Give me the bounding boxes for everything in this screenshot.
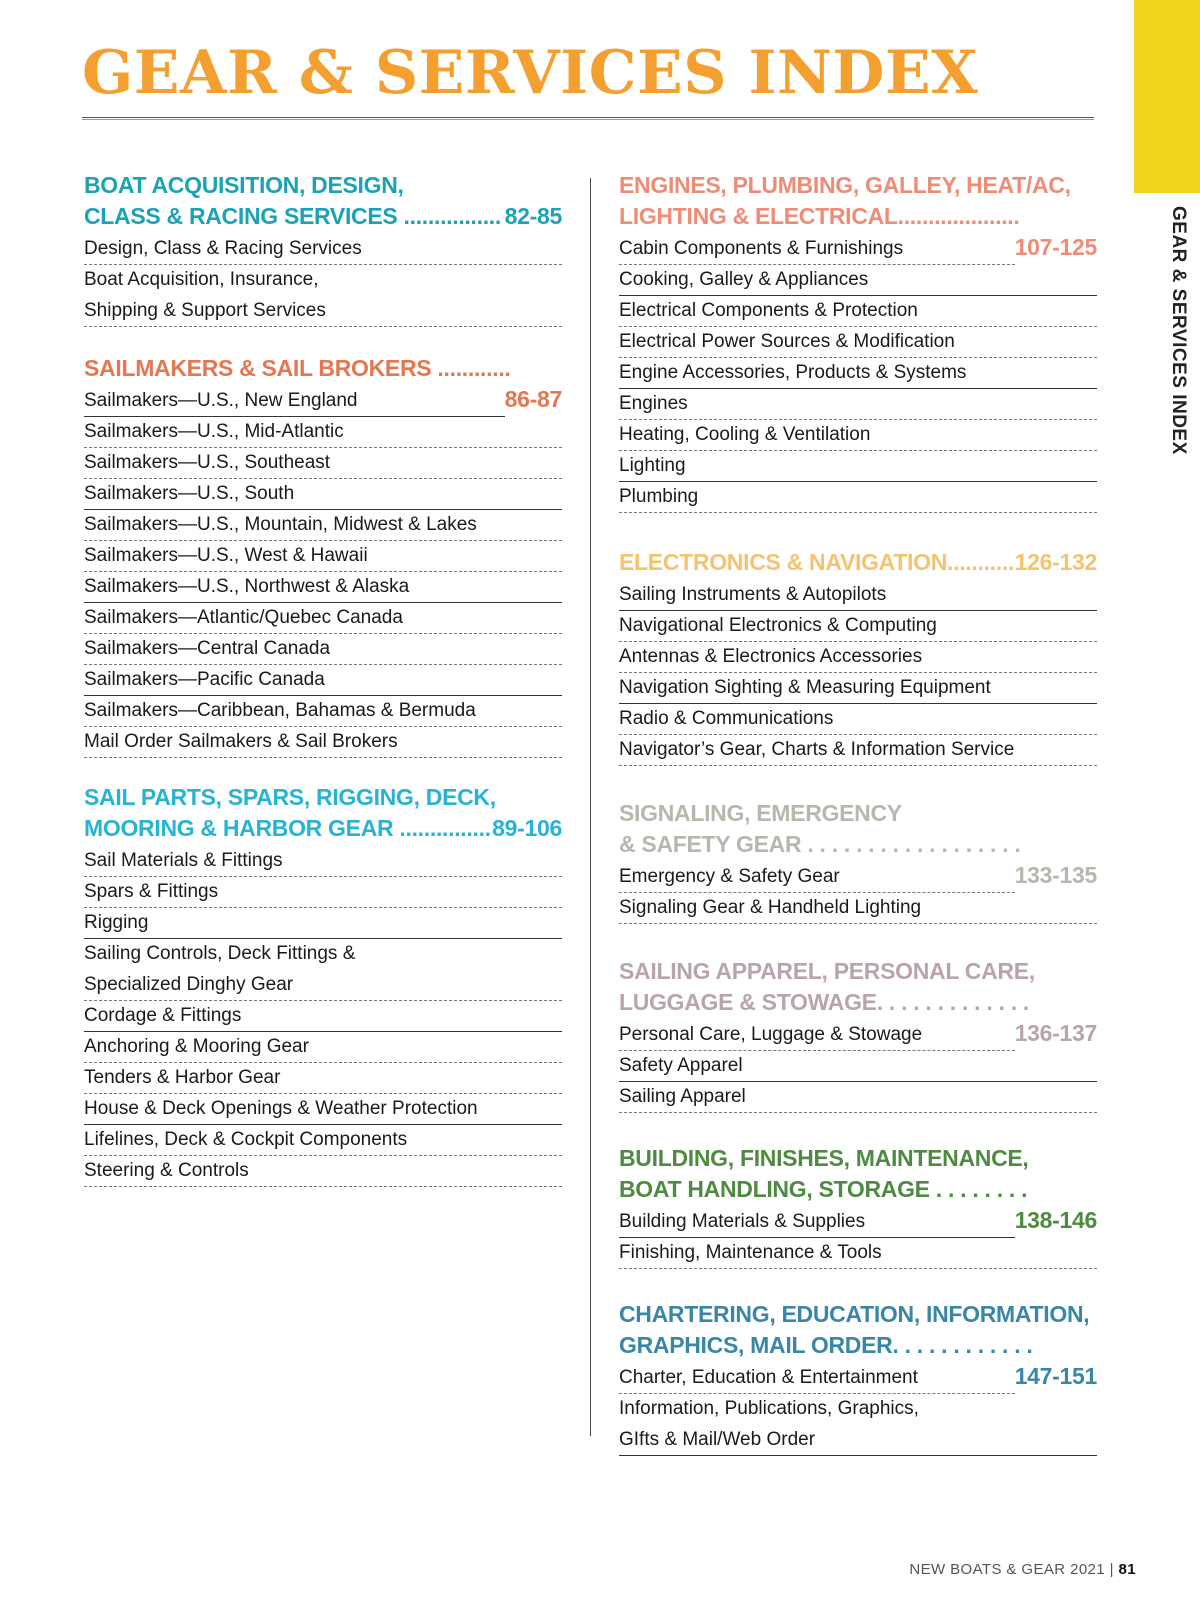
section-heading-text: ELECTRONICS & NAVIGATION........... (619, 549, 1014, 575)
index-entry[interactable]: Emergency & Safety Gear (619, 862, 1015, 893)
index-entry[interactable]: Charter, Education & Entertainment (619, 1363, 1015, 1394)
index-section (619, 956, 1097, 1113)
index-entry[interactable]: Information, Publications, Graphics, (619, 1398, 919, 1419)
section-heading-text: SAILMAKERS & SAIL BROKERS ............ (84, 355, 511, 381)
publication-name: NEW BOATS & GEAR 2021 (909, 1561, 1106, 1578)
index-entry[interactable]: Sailmakers—U.S., Northwest & Alaska (84, 572, 562, 603)
index-entry[interactable]: Sailing Controls, Deck Fittings & (84, 943, 356, 964)
section-heading (84, 170, 562, 232)
index-entry[interactable]: Sailing Instruments & Autopilots (619, 580, 1097, 611)
title-rule (82, 117, 1094, 120)
section-page-range: 126-132 (1014, 549, 1097, 575)
index-entry[interactable]: Sailmakers—U.S., Southeast (84, 448, 562, 479)
section-heading-line (84, 782, 562, 813)
index-entry[interactable]: Design, Class & Racing Services (84, 234, 562, 265)
index-entry[interactable]: Electrical Components & Protection (619, 296, 1097, 327)
index-entry[interactable]: Lifelines, Deck & Cockpit Components (84, 1125, 562, 1156)
index-entry[interactable]: Heating, Cooling & Ventilation (619, 420, 1097, 451)
index-entry[interactable]: Radio & Communications (619, 704, 1097, 735)
index-entry[interactable]: Electrical Power Sources & Modification (619, 327, 1097, 358)
index-entry[interactable]: Plumbing (619, 482, 1097, 513)
section-page-range: 89-106 (492, 815, 562, 841)
right-column (619, 170, 1097, 1456)
index-entry[interactable]: House & Deck Openings & Weather Protection (84, 1094, 562, 1125)
section-heading-line (619, 170, 1097, 201)
index-entry[interactable]: Mail Order Sailmakers & Sail Brokers (84, 727, 562, 758)
index-entry[interactable]: Tenders & Harbor Gear (84, 1063, 562, 1094)
section-heading-text: SAIL PARTS, SPARS, RIGGING, DECK, (84, 784, 496, 810)
section-page-range: 138-146 (1014, 1207, 1097, 1233)
index-entry[interactable]: Spars & Fittings (84, 877, 562, 908)
index-entry[interactable]: Sailmakers—U.S., South (84, 479, 562, 510)
index-entry[interactable]: Sailmakers—Atlantic/Quebec Canada (84, 603, 562, 634)
index-section (84, 353, 562, 758)
section-heading-text: SIGNALING, EMERGENCY (619, 800, 902, 826)
section-page-range: 147-151 (1014, 1363, 1097, 1389)
index-entry[interactable]: Engines (619, 389, 1097, 420)
left-column (84, 170, 562, 1187)
index-entry[interactable]: Engine Accessories, Products & Systems (619, 358, 1097, 389)
index-section (84, 782, 562, 1187)
index-entry[interactable]: Specialized Dinghy Gear (84, 970, 562, 1001)
index-entry[interactable]: Lighting (619, 451, 1097, 482)
section-heading-text: ENGINES, PLUMBING, GALLEY, HEAT/AC, (619, 172, 1071, 198)
index-entry[interactable]: Shipping & Support Services (84, 296, 562, 327)
index-section (619, 547, 1097, 766)
index-entry[interactable]: GIfts & Mail/Web Order (619, 1425, 1097, 1456)
footer-separator: | (1109, 1561, 1114, 1578)
section-page-range: 86-87 (504, 386, 562, 412)
index-entry[interactable]: Rigging (84, 908, 562, 939)
section-heading (84, 782, 562, 844)
index-entry[interactable]: Finishing, Maintenance & Tools (619, 1238, 1097, 1269)
index-entry[interactable]: Sailing Apparel (619, 1082, 1097, 1113)
section-heading-text: CHARTERING, EDUCATION, INFORMATION, (619, 1301, 1090, 1327)
index-section (619, 170, 1097, 513)
section-tab (1134, 0, 1200, 193)
index-entry[interactable]: Cooking, Galley & Appliances (619, 265, 1097, 296)
index-entry[interactable]: Signaling Gear & Handheld Lighting (619, 893, 1097, 924)
section-heading-line (619, 956, 1097, 987)
index-entry[interactable]: Anchoring & Mooring Gear (84, 1032, 562, 1063)
index-entry[interactable]: Personal Care, Luggage & Stowage (619, 1020, 1015, 1051)
column-divider (590, 178, 591, 1436)
index-entry[interactable]: Sailmakers—U.S., New England (84, 386, 505, 417)
index-entry[interactable]: Navigational Electronics & Computing (619, 611, 1097, 642)
section-heading-line (619, 547, 1097, 578)
index-entry[interactable]: Safety Apparel (619, 1051, 1097, 1082)
index-section (619, 1143, 1097, 1269)
section-heading-line (84, 170, 562, 201)
section-heading (619, 547, 1097, 578)
index-section (84, 170, 562, 327)
section-page-range: 136-137 (1014, 1020, 1097, 1046)
section-heading-line (619, 1143, 1097, 1174)
section-heading-line (619, 1299, 1097, 1330)
section-heading (619, 956, 1097, 1046)
section-heading-line (84, 813, 562, 844)
index-entry[interactable]: Navigation Sighting & Measuring Equipment (619, 673, 1097, 704)
section-heading-line (84, 201, 562, 232)
section-page-range: 82-85 (504, 203, 562, 229)
index-entry[interactable]: Sailmakers—Caribbean, Bahamas & Bermuda (84, 696, 562, 727)
index-entry[interactable]: Cabin Components & Furnishings (619, 234, 1015, 265)
index-entry[interactable]: Sailmakers—Central Canada (84, 634, 562, 665)
side-section-label: GEAR & SERVICES INDEX (1168, 206, 1189, 455)
section-heading-text: LUGGAGE & STOWAGE. . . . . . . . . . . . . (619, 989, 1029, 1015)
index-entry[interactable]: Sailmakers—U.S., West & Hawaii (84, 541, 562, 572)
index-entry[interactable]: Building Materials & Supplies (619, 1207, 1015, 1238)
index-section (619, 798, 1097, 924)
section-page-range: 107-125 (1014, 234, 1097, 260)
index-entry[interactable]: Navigator’s Gear, Charts & Information Service (619, 735, 1097, 766)
section-heading-text: & SAFETY GEAR . . . . . . . . . . . . . . . . . . (619, 831, 1021, 857)
section-heading-text: BOAT HANDLING, STORAGE . . . . . . . . (619, 1176, 1028, 1202)
section-heading-text: LIGHTING & ELECTRICAL.................... (619, 203, 1020, 229)
section-heading-line (619, 798, 1097, 829)
index-entry[interactable]: Sailmakers—U.S., Mid-Atlantic (84, 417, 562, 448)
index-entry[interactable]: Boat Acquisition, Insurance, (84, 269, 319, 290)
index-entry[interactable]: Steering & Controls (84, 1156, 562, 1187)
index-entry[interactable]: Antennas & Electronics Accessories (619, 642, 1097, 673)
index-section (619, 1299, 1097, 1456)
index-entry[interactable]: Sailmakers—U.S., Mountain, Midwest & Lakes (84, 510, 562, 541)
section-page-range: 133-135 (1014, 862, 1097, 888)
index-entry[interactable]: Cordage & Fittings (84, 1001, 562, 1032)
section-heading-text: BUILDING, FINISHES, MAINTENANCE, (619, 1145, 1029, 1171)
section-heading-text: MOORING & HARBOR GEAR ............... (84, 815, 491, 841)
index-entry[interactable]: Sailmakers—Pacific Canada (84, 665, 562, 696)
section-heading-text: CLASS & RACING SERVICES ................ (84, 203, 501, 229)
index-entry[interactable]: Sail Materials & Fittings (84, 846, 562, 877)
page-number: 81 (1118, 1561, 1136, 1578)
page-title: GEAR & SERVICES INDEX (82, 38, 979, 108)
section-heading-text: GRAPHICS, MAIL ORDER. . . . . . . . . . . . (619, 1332, 1033, 1358)
section-heading-text: SAILING APPAREL, PERSONAL CARE, (619, 958, 1035, 984)
section-heading-text: BOAT ACQUISITION, DESIGN, (84, 172, 404, 198)
page-footer (909, 1561, 1136, 1578)
section-heading (619, 798, 1097, 888)
